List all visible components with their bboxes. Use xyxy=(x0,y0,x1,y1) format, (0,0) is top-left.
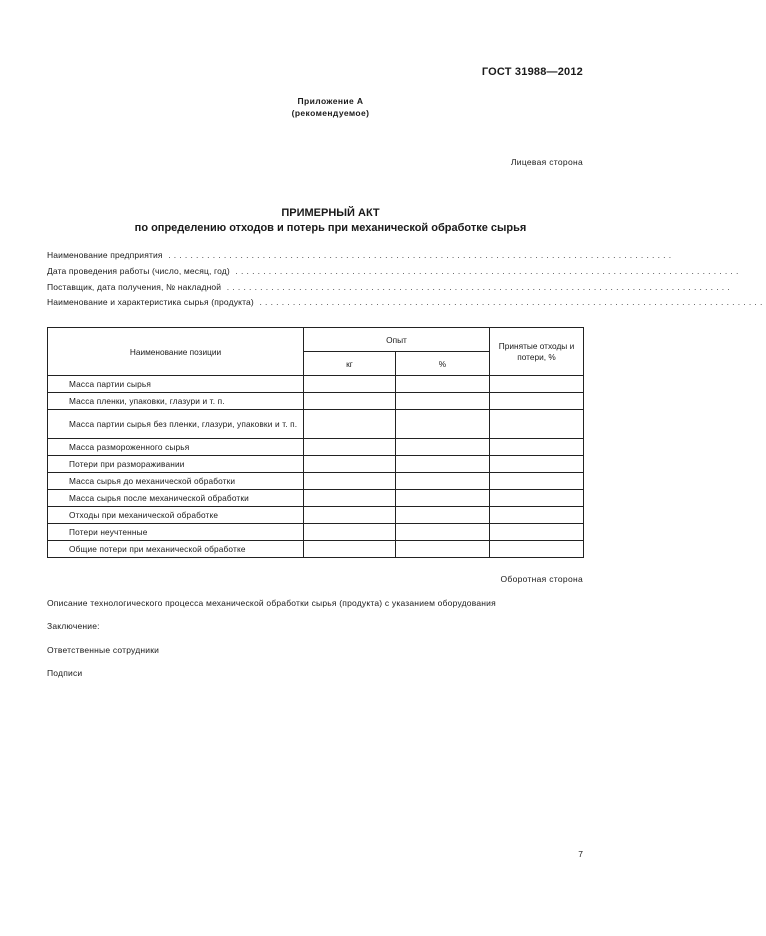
act-subtitle: по определению отходов и потерь при механической обработке сырья xyxy=(134,222,527,234)
row-label: Масса партии сырья xyxy=(48,376,304,393)
cell-accepted[interactable] xyxy=(490,410,584,439)
conclusion-label: Заключение: xyxy=(47,621,100,631)
row-label: Потери при размораживании xyxy=(48,456,304,473)
cell-accepted[interactable] xyxy=(490,393,584,410)
cell-percent[interactable] xyxy=(396,524,490,541)
row-label: Масса размороженного сырья xyxy=(48,439,304,456)
process-description: Описание технологического процесса механической обработки сырья (продукта) с указанием оборудования xyxy=(47,598,496,608)
table-row xyxy=(48,456,584,473)
table-row xyxy=(48,439,584,456)
cell-percent[interactable] xyxy=(396,490,490,507)
cell-kg[interactable] xyxy=(304,393,396,410)
appendix-title: Приложение А xyxy=(297,96,364,106)
table-row xyxy=(48,410,584,439)
row-label: Масса пленки, упаковки, глазури и т. п. xyxy=(48,393,304,410)
cell-kg[interactable] xyxy=(304,507,396,524)
cell-percent[interactable] xyxy=(396,456,490,473)
cell-percent[interactable] xyxy=(396,439,490,456)
field-label: Дата проведения работы (число, месяц, год) xyxy=(47,266,230,276)
act-table xyxy=(47,327,584,558)
field-date xyxy=(47,266,742,276)
cell-kg[interactable] xyxy=(304,439,396,456)
cell-percent[interactable] xyxy=(396,541,490,558)
table-row xyxy=(48,507,584,524)
cell-percent[interactable] xyxy=(396,393,490,410)
cell-kg[interactable] xyxy=(304,410,396,439)
row-label: Масса сырья после механической обработки xyxy=(48,490,304,507)
fill-dots: ........................................................................................... xyxy=(162,250,675,260)
field-label: Наименование предприятия xyxy=(47,250,163,260)
appendix-note: (рекомендуемое) xyxy=(291,108,370,118)
table-row xyxy=(48,393,584,410)
cell-percent[interactable] xyxy=(396,376,490,393)
field-raw-material xyxy=(47,297,766,307)
responsible-staff-label: Ответственные сотрудники xyxy=(47,645,160,655)
cell-accepted[interactable] xyxy=(490,490,584,507)
cell-accepted[interactable] xyxy=(490,456,584,473)
field-supplier xyxy=(47,282,733,292)
row-label: Потери неучтенные xyxy=(48,524,304,541)
signatures-label: Подписи xyxy=(47,668,83,678)
cell-accepted[interactable] xyxy=(490,439,584,456)
standard-number: ГОСТ 31988—2012 xyxy=(481,66,583,78)
cell-percent[interactable] xyxy=(396,473,490,490)
fill-dots: ........................................................................................... xyxy=(221,282,733,292)
cell-kg[interactable] xyxy=(304,376,396,393)
cell-accepted[interactable] xyxy=(490,507,584,524)
cell-kg[interactable] xyxy=(304,456,396,473)
page-number: 7 xyxy=(578,849,583,859)
cell-kg[interactable] xyxy=(304,524,396,541)
header-experiment: Опыт xyxy=(304,328,490,352)
fill-dots: ........................................................................................... xyxy=(253,297,766,307)
header-percent: % xyxy=(396,352,490,376)
cell-percent[interactable] xyxy=(396,507,490,524)
row-label: Отходы при механической обработке xyxy=(48,507,304,524)
cell-accepted[interactable] xyxy=(490,376,584,393)
front-side-label: Лицевая сторона xyxy=(510,157,583,167)
row-label: Общие потери при механической обработке xyxy=(48,541,304,558)
row-label: Масса сырья до механической обработки xyxy=(48,473,304,490)
act-title: ПРИМЕРНЫЙ АКТ xyxy=(281,207,380,219)
field-label: Наименование и характеристика сырья (продукта) xyxy=(47,297,254,307)
table-row xyxy=(48,473,584,490)
cell-accepted[interactable] xyxy=(490,541,584,558)
cell-kg[interactable] xyxy=(304,541,396,558)
header-kg: кг xyxy=(304,352,396,376)
field-label: Поставщик, дата получения, № накладной xyxy=(47,282,222,292)
table-row xyxy=(48,490,584,507)
header-position-name: Наименование позиции xyxy=(48,328,304,376)
fill-dots: ........................................................................................... xyxy=(229,266,742,276)
table-row xyxy=(48,524,584,541)
field-enterprise xyxy=(47,250,675,260)
cell-accepted[interactable] xyxy=(490,473,584,490)
table-row xyxy=(48,376,584,393)
cell-accepted[interactable] xyxy=(490,524,584,541)
row-label: Масса партии сырья без пленки, глазури, упаковки и т. п. xyxy=(48,410,304,439)
table-row xyxy=(48,541,584,558)
cell-kg[interactable] xyxy=(304,473,396,490)
cell-kg[interactable] xyxy=(304,490,396,507)
back-side-label: Оборотная сторона xyxy=(500,574,583,584)
cell-percent[interactable] xyxy=(396,410,490,439)
header-accepted-losses: Принятые отходы и потери, % xyxy=(490,328,584,376)
